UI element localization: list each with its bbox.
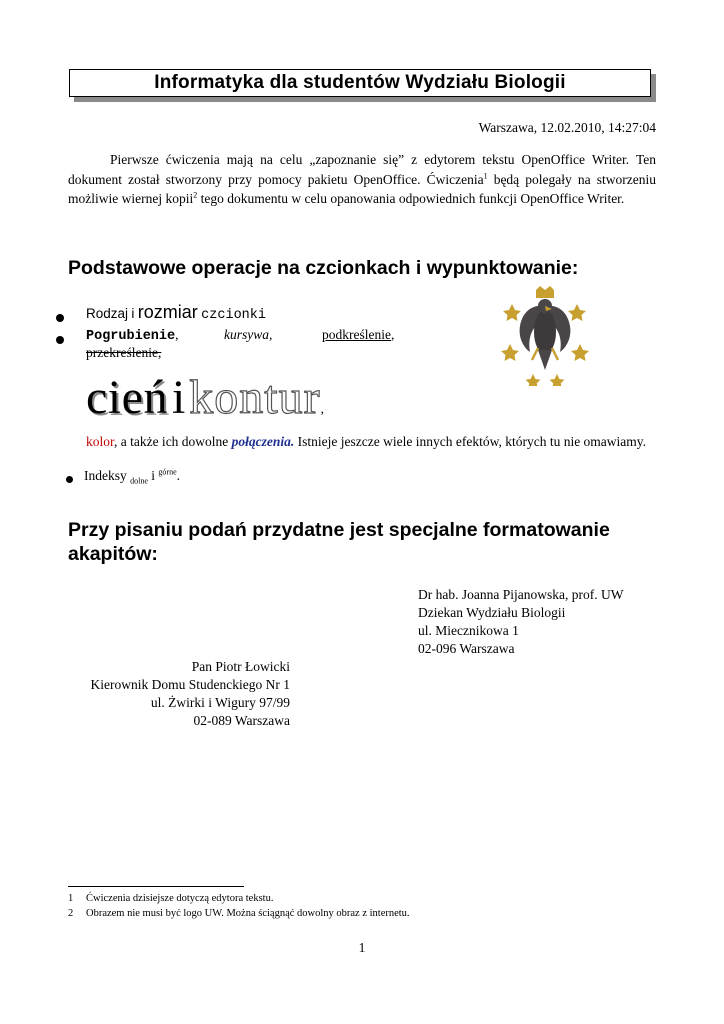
header-title: Informatyka dla studentów Wydziału Biologii xyxy=(154,72,566,93)
sender-address xyxy=(68,658,290,730)
footnote-item xyxy=(68,906,410,921)
footnote-number: 2 xyxy=(68,908,74,919)
intro-text-2: będą polegały na stworzeniu możliwie wiernej kopii xyxy=(68,171,656,206)
bullet3-i: i xyxy=(151,468,156,483)
bullet2-bold: Pogrubienie xyxy=(86,329,176,344)
bullet-dot xyxy=(56,336,64,344)
recipient-line: Dziekan Wydziału Biologii xyxy=(418,605,566,620)
recipient-line: 02-096 Warszawa xyxy=(418,641,515,656)
footnotes xyxy=(68,891,410,921)
bullet1-rozmiar: rozmiar xyxy=(137,302,198,322)
bullet1-i: i xyxy=(131,306,135,321)
outline-text: kontur xyxy=(189,371,321,424)
section2-heading-line1: Przy pisaniu podań przydatne jest specjalne formatowanie xyxy=(68,519,610,541)
intro-paragraph xyxy=(68,150,656,209)
bullet3-sup: górne xyxy=(158,467,177,477)
bullet2-line: Pogrubienie, kursywa, podkreślenie, xyxy=(86,327,395,344)
shadow-text: cień xyxy=(86,371,168,424)
footnote-text: Ćwiczenia dzisiejsze dotyczą edytora tekstu. xyxy=(86,893,274,904)
page-number: 1 xyxy=(358,940,366,955)
date-line: Warszawa, 12.02.2010, 14:27:04 xyxy=(478,120,656,135)
kolor-word: kolor xyxy=(86,434,114,449)
section2-heading xyxy=(68,518,610,566)
bullet3-indeksy: Indeksy xyxy=(84,468,127,483)
footnote-ref-1[interactable]: 1 xyxy=(483,171,488,180)
intro-text-3: tego dokumentu w celu opanowania odpowiednich funkcji OpenOffice Writer. xyxy=(197,191,625,206)
bullet2-strike: przekreślenie, xyxy=(86,345,162,360)
sender-line: Pan Piotr Łowicki xyxy=(191,659,290,674)
sender-line: ul. Żwirki i Wigury 97/99 xyxy=(150,695,290,710)
footnote-separator xyxy=(68,886,244,887)
color-text-1: , a także ich dowolne xyxy=(113,434,232,449)
sender-line: 02-089 Warszawa xyxy=(193,713,290,728)
effects-i: i xyxy=(171,371,186,424)
polaczenia-word: połączenia. xyxy=(231,434,295,449)
recipient-line: ul. Miecznikowa 1 xyxy=(418,623,519,638)
bullet2-underline: podkreślenie xyxy=(322,327,391,342)
footnote-item xyxy=(68,891,410,906)
sender-line: Kierownik Domu Studenckiego Nr 1 xyxy=(90,677,290,692)
bullet3-end: . xyxy=(176,468,181,483)
recipient-line: Dr hab. Joanna Pijanowska, prof. UW xyxy=(418,587,624,602)
section1-heading: Podstawowe operacje na czcionkach i wypunktowanie: xyxy=(68,257,579,279)
footnote-ref-2[interactable]: 2 xyxy=(193,190,198,200)
header-box xyxy=(69,69,651,97)
bullet1-line xyxy=(86,302,266,323)
intro-text-1: Pierwsze ćwiczenia mają na celu „zapoznanie się” z edytorem tekstu OpenOffice Writer. Ten dokument został stworzony przy pomocy pakietu OpenOffice. Ćwiczenia xyxy=(68,152,656,187)
bullet-dot xyxy=(66,476,73,483)
effects-comma: , xyxy=(320,401,324,416)
effects-line xyxy=(86,368,324,439)
bullet2-italic: kursywa, xyxy=(224,327,273,342)
bullet1-rodzaj: Rodzaj xyxy=(86,306,129,321)
footnote-text: Obrazem nie musi być logo UW. Można ściągnąć dowolny obraz z internetu. xyxy=(86,908,410,919)
color-text-2: Istnieje jeszcze wiele innych efektów, których tu nie omawiamy. xyxy=(294,434,647,449)
uw-eagle-emblem-icon xyxy=(500,286,590,386)
bullet-dot xyxy=(56,314,64,322)
recipient-address xyxy=(418,586,623,658)
bullet3-line xyxy=(84,468,180,484)
bullet1-czcionki: czcionki xyxy=(201,308,266,323)
color-paragraph xyxy=(86,432,656,451)
bullet3-sub: dolne xyxy=(130,476,148,486)
footnote-number: 1 xyxy=(68,893,74,904)
section2-heading-line2: akapitów: xyxy=(68,543,158,565)
